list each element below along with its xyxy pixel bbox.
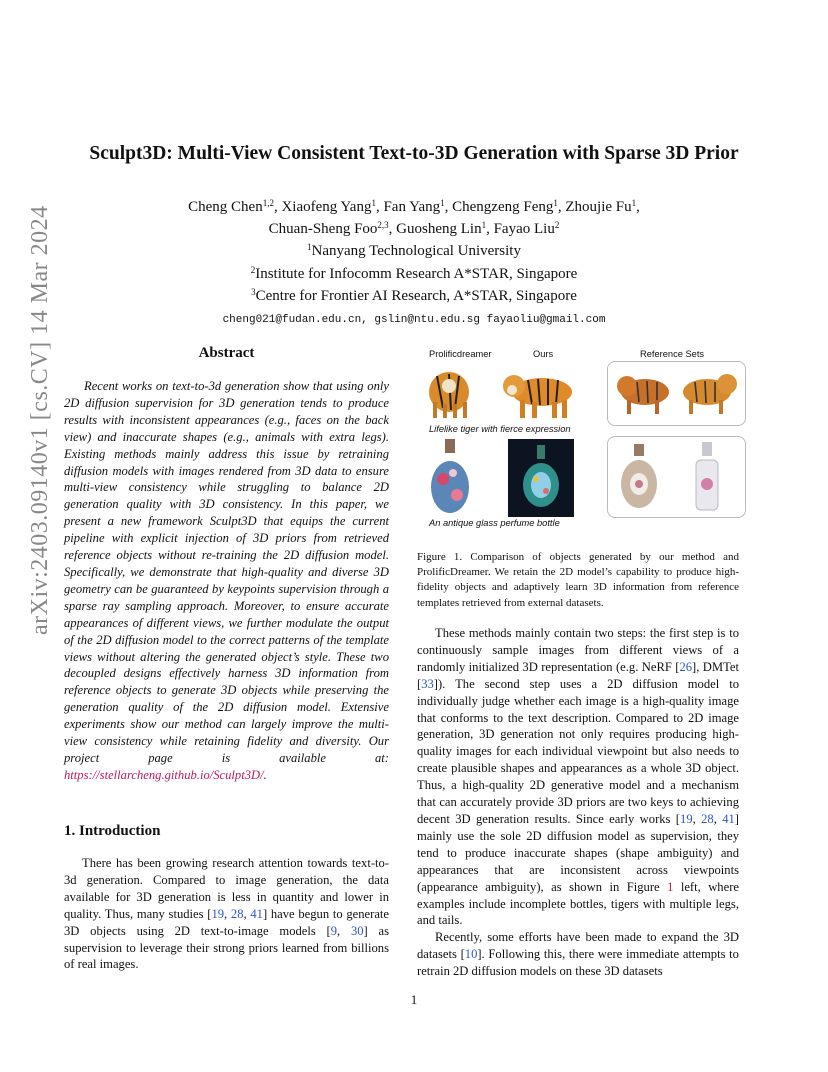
prompt-tiger: Lifelike tiger with fierce expression xyxy=(429,424,571,434)
project-page-link[interactable]: https://stellarcheng.github.io/Sculpt3D/ xyxy=(64,767,264,782)
arxiv-sidebar-stamp: arXiv:2403.09140v1 [cs.CV] 14 Mar 2024 xyxy=(27,205,53,635)
bottle-reference-1-image xyxy=(619,444,659,512)
tiger-ours-image xyxy=(498,364,578,424)
abstract-text: Recent works on text-to-3d generation show that using only 2D diffusion supervision for 3D generation tends to produce results with inconsistent appearances (e.g., faces on the back view) and inaccurate shapes (e.g., animals with extra legs). Existing methods mainly address this issue by retraining diffusion models with images rendered from 3D data to ensure multi-view consistency while struggling to balance 2D generation quality with 3D consistency. In this paper, we present a new framework Sculpt3D that equips the current pipeline with explicit injection of 3D priors from retrieved reference objects without re-training the 2D diffusion model. Specifically, we demonstrate that high-quality and diverse 3D geometry can be guaranteed by keypoints supervision through a sparse ray sampling approach. Moreover, to ensure accurate appearances of different views, we further modulate the output of the 2D diffusion model to the correct patterns of the template views without altering the generated object’s style. These two decoupled designs effectively harness 3D information from reference objects to generate 3D objects while preserving the generation quality of the 2D diffusion model. Extensive experiments show our method can largely improve the multi-view consistency while retaining fidelity and diversity. Our project page is available at: xyxy=(64,379,389,765)
affiliation-3: $^3$Centre for Frontier AI Research, A*STAR, Singapore xyxy=(251,286,577,304)
citation-link[interactable]: 10 xyxy=(464,947,478,962)
figure-1 xyxy=(413,344,746,536)
citation-link[interactable]: 41 xyxy=(250,906,263,921)
bottle-reference-2-image xyxy=(688,442,726,514)
citation-link[interactable]: 33 xyxy=(421,676,434,691)
citation-link[interactable]: 30 xyxy=(350,923,364,938)
citation-link[interactable]: 19 xyxy=(680,811,693,826)
affiliation-2: $^2$Institute for Infocomm Research A*STAR, Singapore xyxy=(250,264,578,282)
right-column-body: These methods mainly contain two steps: the first step is to continuously sample images from different views of a randomly initialized 3D representation (e.g. NeRF [26], DMTet [33]). The second step uses a 2D diffusion model to individually judge whether each image is a high-quality image that conforms to the text description. Compared to 2D image generation, 3D generation not only requires producing high-quality images for each individual viewpoint but also needs to create plausible shapes and appearances as a whole 3D object. Thus, a high-quality 2D generative model and a mechanism that can accurately provide 3D priors are two keys to achieving decent 3D generation results. Since early works [19, 28, 41] mainly use the sole 2D diffusion model as supervision, they tend to produce inaccurate shapes (shape ambiguity) and appearances that are inconsistent across viewpoints (appearance ambiguity), as shown in Figure 1 left, where examples include incomplete bottles, tigers with multiple legs, and tails. Recently, some efforts have been made to expand the 3D datasets [10]. Following this, there were immediate attempts to retrain 2D diffusion models on these 3D datasets xyxy=(417,626,739,979)
label-ours: Ours xyxy=(533,349,554,359)
tiger-reference-1-image xyxy=(615,364,675,420)
paper-title: Sculpt3D: Multi-View Consistent Text-to-3D Generation with Sparse 3D Prior xyxy=(89,143,739,164)
authors-line-1: Cheng Chen$^{1,2}$, Xiaofeng Yang$^1$, Fan Yang$^1$, Chengzeng Feng$^1$, Zhoujie Fu$^1$, xyxy=(188,198,640,215)
citation-link[interactable]: 28 xyxy=(701,811,714,826)
abstract-body: Recent works on text-to-3d generation show that using only 2D diffusion supervision for 3D generation tends to produce results with inconsistent appearances (e.g., faces on the back view) and inaccurate shapes (e.g., animals with extra legs). Existing methods mainly address this issue by retraining diffusion models with images rendered from 3D data to ensure multi-view consistency while struggling to balance 2D generation quality with 3D consistency. In this paper, we present a new framework Sculpt3D that equips the current pipeline with explicit injection of 3D priors from retrieved reference objects without re-training the 2D diffusion model. Specifically, we demonstrate that high-quality and diverse 3D geometry can be guaranteed by keypoints supervision through a sparse ray sampling approach. Moreover, to ensure accurate appearances of different views, we further modulate the output of the 2D diffusion model to the correct patterns of the template views without altering the generated object’s style. These two decoupled designs effectively harness 3D information from reference objects to generate 3D objects while preserving the generation quality of the 2D diffusion model. Extensive experiments show our method can largely improve the multi-view consistency while retaining fidelity and diversity. Our project page is available at: https://stellarcheng.github.io/Sculpt3D/. xyxy=(64,379,389,782)
citation-link[interactable]: 26 xyxy=(679,659,693,674)
figure-1-caption: Figure 1. Comparison of objects generated by our method and ProlificDreamer. We retain the 2D model’s capability to produce high-fidelity objects and adaptively learn 3D information from reference templates retrieved from external datasets. xyxy=(417,551,739,609)
figure-ref-link[interactable]: 1 xyxy=(667,879,674,894)
author-emails: cheng021@fudan.edu.cn, gslin@ntu.edu.sg fayaoliu@gmail.com xyxy=(222,314,606,327)
introduction-body: There has been growing research attention towards text-to-3d generation. Compared to image generation, the data available for 3D generation is less in quantity and lower in quality. Thus, many studies [19, 28, 41] have begun to generate 3D objects using 2D text-to-image models [9, 30] as supervision to leverage their strong priors learned from billions of real images. xyxy=(64,856,390,972)
page-number: 1 xyxy=(410,992,418,1007)
authors-line-2: Chuan-Sheng Foo$^{2,3}$, Guosheng Lin$^1$, Fayao Liu$^2$ xyxy=(268,220,560,238)
label-reference-sets: Reference Sets xyxy=(640,349,705,359)
abstract-heading: Abstract xyxy=(198,345,255,361)
citation-link[interactable]: 9 xyxy=(330,923,338,938)
affiliation-1: $^1$Nanyang Technological University xyxy=(307,242,521,260)
bottle-prolificdreamer-image xyxy=(429,439,473,515)
citation-link[interactable]: 19 xyxy=(211,906,225,921)
tiger-reference-2-image xyxy=(675,364,737,420)
citation-link[interactable]: 41 xyxy=(722,811,735,826)
authors-block xyxy=(0,196,828,331)
tiger-prolificdreamer-image xyxy=(419,366,481,421)
bottle-ours-image xyxy=(508,439,574,517)
label-prolificdreamer: Prolificdreamer xyxy=(429,349,492,359)
introduction-heading: 1. Introduction xyxy=(64,823,161,839)
citation-link[interactable]: 28 xyxy=(230,906,244,921)
prompt-bottle: An antique glass perfume bottle xyxy=(429,518,560,528)
